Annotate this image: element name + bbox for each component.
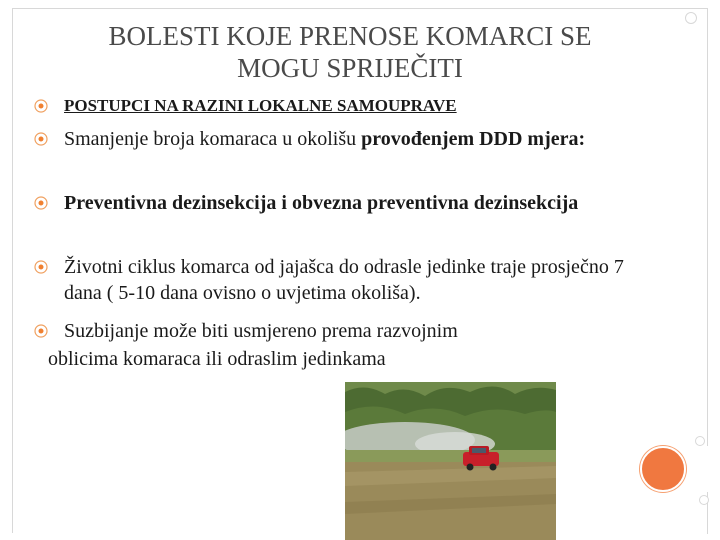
bullet-1 [64,126,654,152]
decor-circle-mid [695,436,705,446]
sun-bullet-icon [34,99,48,113]
bullet-3: Životni ciklus komarca od jajašca do odrasle jedinke traje prosječno 7 dana ( 5-10 dana ovisno o uvjetima okoliša). [64,256,624,304]
slide-title [40,20,660,84]
decor-circle-top [685,12,697,24]
sun-bullet-icon [34,324,48,338]
bullet-4: Suzbijanje može biti usmjereno prema razvojnim [64,320,458,342]
slide-frame-right [707,8,708,446]
slide-frame-top [12,8,708,9]
decor-circle-bottom [699,495,709,505]
bullet-1-text: Smanjenje broja komaraca u okolišu [64,128,362,150]
sun-bullet-icon [34,196,48,210]
title-line-2: MOGU SPRIJEČITI [237,53,463,83]
fogging-car-photo [345,382,556,540]
slide-frame-left [12,8,13,533]
bullet-1-bold-text: provođenjem DDD mjera: [361,128,586,150]
sun-bullet-icon [34,260,48,274]
title-line-1: BOLESTI KOJE PRENOSE KOMARCI SE [108,21,592,51]
sun-bullet-icon [34,132,48,146]
bullet-4-continuation: oblicima komaraca ili odraslim jedinkama [48,348,386,370]
decor-orange-circle [640,446,686,492]
subheading: POSTUPCI NA RAZINI LOKALNE SAMOUPRAVE [64,96,457,115]
bullet-2: Preventivna dezinsekcija i obvezna preventivna dezinsekcija [64,192,579,214]
